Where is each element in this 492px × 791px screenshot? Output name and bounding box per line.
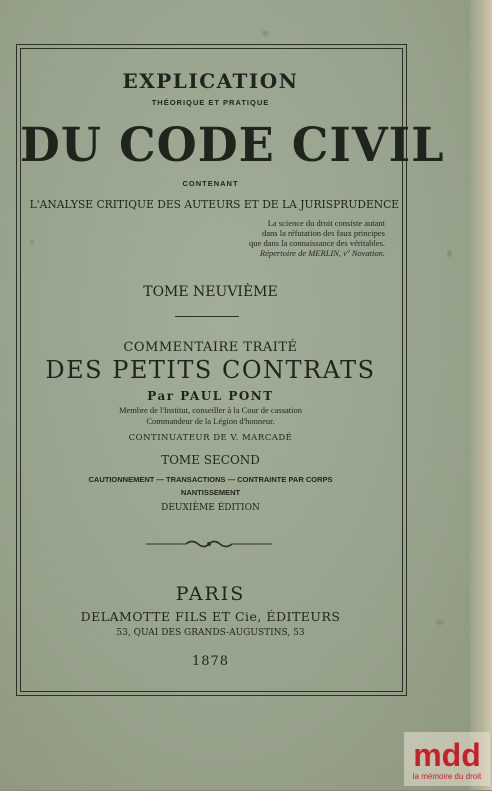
continuateur-line: CONTINUATEUR DE V. MARCADÉ [128,433,293,443]
address: 53, QUAI DES GRANDS-AUGUSTINS, 53 [116,628,305,638]
mdd-logo-mark [404,732,490,786]
explication-line: EXPLICATION [122,69,299,93]
ornament-divider [146,538,272,550]
epigraph-line: que dans la connaissance des véritables. [249,238,385,248]
contenant-line: CONTENANT [182,179,239,188]
subjects-line: CAUTIONNEMENT — TRANSACTIONS — CONTRAINTE PAR CORPS [88,475,333,484]
commentaire-line: COMMENTAIRE TRAITÉ [123,340,298,355]
svg-text:la mémoire du droit: la mémoire du droit [412,772,482,781]
epigraph-line: dans la réfutation des faux principes [262,228,385,238]
paper-stain [262,30,268,36]
author-description: Commandeur de la Légion d'honneur. [146,416,275,426]
epigraph [230,218,385,258]
mdd-logo [404,732,490,786]
work-title: DES PETITS CONTRATS [45,356,376,384]
theorique-line: THÉORIQUE ET PRATIQUE [151,98,270,107]
tome-general: TOME NEUVIÈME [143,284,278,300]
year: 1878 [191,654,230,669]
author-line: Par PAUL PONT [147,389,274,403]
paper-stain [447,250,452,257]
edition-line: DEUXIÈME ÉDITION [161,503,260,513]
subjects-line: NANTISSEMENT [180,488,241,497]
divider [175,316,239,317]
epigraph-line: La science du droit consiste autant [267,218,385,228]
subtitle: L'ANALYSE CRITIQUE DES AUTEURS ET DE LA JURISPRUDENCE [29,197,400,211]
paper-stain [436,620,444,625]
main-title: DU CODE CIVIL [19,118,445,173]
epigraph-source: Répertoire de MERLIN, vº Novation. [259,248,385,258]
tome-second: TOME SECOND [161,453,260,467]
svg-text:mdd: mdd [413,737,481,773]
page-edge [470,0,492,790]
city: PARIS [175,583,246,605]
author-description: Membre de l'Institut, conseiller à la Cour de cassation [118,405,303,415]
publisher: DELAMOTTE FILS ET Cie, ÉDITEURS [80,609,341,624]
